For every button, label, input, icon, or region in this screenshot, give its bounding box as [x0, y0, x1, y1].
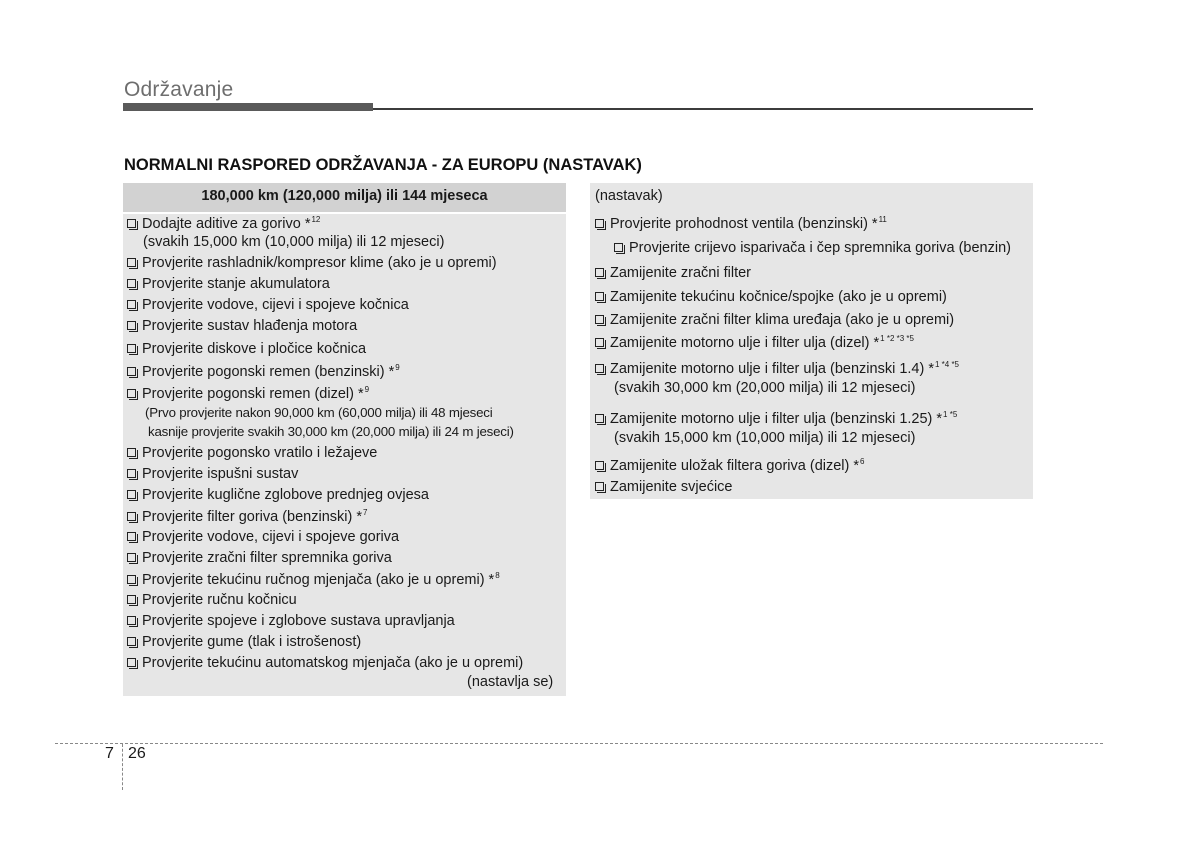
checkbox-icon: [127, 658, 136, 667]
page-heading: NORMALNI RASPORED ODRŽAVANJA - ZA EUROPU (NASTAVAK): [124, 156, 642, 174]
footer-divider: [55, 743, 1103, 744]
header-rule-accent: [123, 103, 373, 111]
item-text: Zamijenite motorno ulje i filter ulja (benzinski 1.4) *: [610, 361, 934, 377]
item-text: kasnije provjerite svakih 30,000 km (20,000 milja) ili 24 m jeseci): [148, 424, 514, 439]
item-text: Zamijenite zračni filter: [610, 265, 752, 281]
item-text: Provjerite tekućinu ručnog mjenjača (ako je u opremi) *: [142, 572, 495, 588]
left-schedule-item: [127, 634, 361, 650]
footnote-ref: 1 *5: [943, 410, 958, 419]
checkbox-icon: [595, 461, 604, 470]
checkbox-icon: [595, 268, 604, 277]
item-text: Zamijenite svjećice: [610, 479, 733, 495]
right-schedule-item: [614, 430, 915, 446]
right-schedule-item: [595, 457, 864, 474]
item-text: Provjerite rashladnik/kompresor klime (ako je u opremi): [142, 255, 497, 271]
right-schedule-item: [614, 380, 915, 396]
footer-divider-vertical: [122, 744, 123, 790]
left-schedule-item: [127, 363, 400, 380]
footnote-ref: 6: [860, 457, 865, 466]
left-schedule-item: [127, 592, 297, 608]
left-schedule-item: [127, 487, 429, 503]
left-schedule-item: [143, 234, 444, 250]
checkbox-icon: [127, 258, 136, 267]
footnote-ref: 1 *2 *3 *5: [880, 334, 914, 343]
checkbox-icon: [127, 532, 136, 541]
left-schedule-item: [127, 318, 357, 334]
checkbox-icon: [127, 279, 136, 288]
checkbox-icon: [595, 364, 604, 373]
item-text: Provjerite vodove, cijevi i spojeve goriva: [142, 529, 400, 545]
checkbox-icon: [127, 469, 136, 478]
checkbox-icon: [127, 219, 136, 228]
item-text: (svakih 30,000 km (20,000 milja) ili 12 mjeseci): [614, 380, 916, 396]
checkbox-icon: [127, 389, 136, 398]
item-text: Provjerite sustav hlađenja motora: [142, 318, 358, 334]
left-schedule-item: [127, 215, 320, 232]
checkbox-icon: [614, 243, 623, 252]
item-text: (svakih 15,000 km (10,000 milja) ili 12 mjeseci): [143, 234, 445, 250]
item-text: Provjerite zračni filter spremnika goriva: [142, 550, 392, 566]
checkbox-icon: [595, 315, 604, 324]
left-schedule-item: [127, 571, 500, 588]
left-schedule-item: [127, 655, 523, 671]
item-text: Zamijenite zračni filter klima uređaja (ako je u opremi): [610, 312, 955, 328]
checkbox-icon: [127, 344, 136, 353]
checkbox-icon: [127, 616, 136, 625]
chapter-number: 7: [105, 745, 114, 762]
item-text: Provjerite stanje akumulatora: [142, 276, 330, 292]
checkbox-icon: [127, 448, 136, 457]
checkbox-icon: [127, 553, 136, 562]
checkbox-icon: [127, 490, 136, 499]
right-schedule-item: [595, 215, 887, 232]
item-text: Zamijenite motorno ulje i filter ulja (dizel) *: [610, 335, 880, 351]
item-text: Provjerite tekućinu automatskog mjenjača (ako je u opremi): [142, 655, 524, 671]
footnote-ref: 1 *4 *5: [934, 360, 960, 369]
left-schedule-item: [127, 276, 330, 292]
left-schedule-item: [127, 341, 366, 357]
checkbox-icon: [595, 414, 604, 423]
footnote-ref: 12: [311, 215, 321, 224]
item-text: Provjerite ispušni sustav: [142, 466, 299, 482]
left-schedule-item: [127, 445, 377, 461]
right-schedule-item: [595, 334, 914, 351]
checkbox-icon: [595, 219, 604, 228]
right-schedule-item: [595, 265, 751, 281]
item-text: Provjerite pogonski remen (benzinski) *: [142, 364, 395, 380]
left-schedule-item: [127, 466, 298, 482]
checkbox-icon: [127, 575, 136, 584]
left-schedule-item: [127, 613, 455, 629]
left-schedule-item: [148, 424, 514, 439]
item-text: Provjerite gume (tlak i istrošenost): [142, 634, 362, 650]
footnote-ref: 9: [395, 363, 400, 372]
checkbox-icon: [127, 637, 136, 646]
right-schedule-item: [595, 410, 957, 427]
left-schedule-item: [127, 297, 409, 313]
checkbox-icon: [127, 367, 136, 376]
checkbox-icon: [127, 300, 136, 309]
item-text: Provjerite diskove i pločice kočnica: [142, 341, 367, 357]
left-schedule-item: [127, 385, 369, 402]
section-title: Održavanje: [124, 78, 234, 101]
checkbox-icon: [127, 321, 136, 330]
item-text: Provjerite ručnu kočnicu: [142, 592, 297, 608]
left-schedule-item: [127, 550, 392, 566]
interval-header: 180,000 km (120,000 milja) ili 144 mjeseca: [123, 183, 566, 214]
item-text: (Prvo provjerite nakon 90,000 km (60,000 milja) ili 48 mjeseci: [145, 405, 493, 420]
item-text: Dodajte aditive za gorivo *: [142, 216, 311, 232]
footnote-ref: 9: [364, 385, 370, 394]
item-text: Zamijenite motorno ulje i filter ulja (benzinski 1.25) *: [610, 411, 943, 427]
footnote-ref: 11: [878, 215, 887, 224]
item-text: Provjerite filter goriva (benzinski) *: [142, 509, 362, 525]
item-text: Provjerite prohodnost ventila (benzinski) *: [610, 216, 878, 232]
item-text: Provjerite vodove, cijevi i spojeve kočnica: [142, 297, 409, 313]
item-text: Provjerite kuglične zglobove prednjeg ovjesa: [142, 487, 429, 503]
footnote-ref: 7: [363, 508, 368, 517]
item-text: (svakih 15,000 km (10,000 milja) ili 12 mjeseci): [614, 430, 916, 446]
left-schedule-item: [127, 255, 497, 271]
left-schedule-item: [127, 529, 399, 545]
checkbox-icon: [127, 595, 136, 604]
right-schedule-item: [595, 289, 947, 305]
footnote-ref: 8: [495, 571, 500, 580]
left-schedule-item: [127, 508, 367, 525]
checkbox-icon: [127, 512, 136, 521]
checkbox-icon: [595, 292, 604, 301]
item-text: Provjerite spojeve i zglobove sustava upravljanja: [142, 613, 455, 629]
item-text: Provjerite pogonsko vratilo i ležajeve: [142, 445, 378, 461]
item-text: Provjerite crijevo isparivača i čep spremnika goriva (benzin): [629, 240, 1011, 256]
right-schedule-item: [595, 312, 954, 328]
left-schedule-item: [145, 405, 493, 420]
item-text: Zamijenite tekućinu kočnice/spojke (ako je u opremi): [610, 289, 947, 305]
continued-label: (nastavak): [595, 188, 663, 204]
right-schedule-item: [614, 240, 1011, 256]
item-text: Provjerite pogonski remen (dizel) *: [142, 386, 364, 402]
page-number: 26: [128, 745, 146, 762]
checkbox-icon: [595, 338, 604, 347]
right-schedule-item: [595, 479, 733, 495]
item-text: Zamijenite uložak filtera goriva (dizel) *: [610, 458, 860, 474]
checkbox-icon: [595, 482, 604, 491]
continues-label: (nastavlja se): [467, 674, 554, 690]
right-schedule-item: [595, 360, 959, 377]
